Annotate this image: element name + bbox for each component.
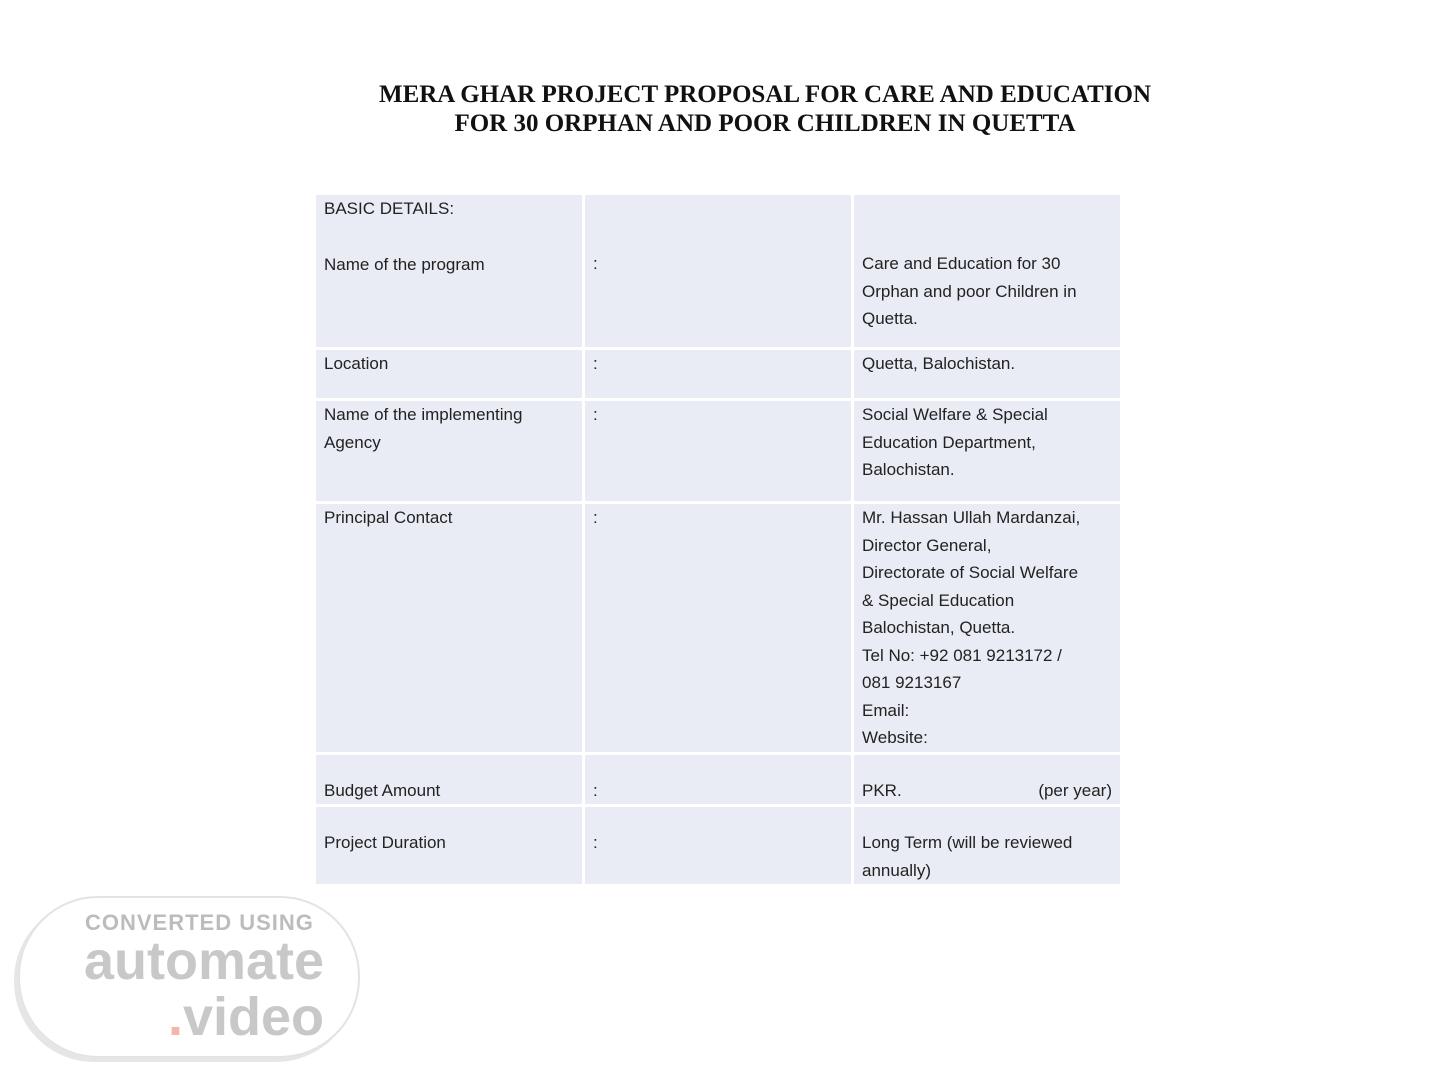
separator: : xyxy=(593,508,598,527)
watermark-word-automate: automate xyxy=(83,931,324,991)
separator-cell xyxy=(585,350,851,398)
separator-cell xyxy=(585,195,851,347)
separator: : xyxy=(593,833,598,852)
contact-value-3: Directorate of Social Welfare xyxy=(862,563,1079,582)
agency-label-1: Name of the implementing xyxy=(324,405,523,424)
value-cell xyxy=(854,755,1120,805)
basic-details-heading: BASIC DETAILS: xyxy=(324,199,455,218)
basic-details-table xyxy=(313,192,1123,887)
separator-cell xyxy=(585,755,851,805)
contact-value-4: & Special Education xyxy=(862,590,1015,610)
table-row-contact xyxy=(316,504,1120,752)
program-name-label: Name of the program xyxy=(324,254,485,274)
contact-label: Principal Contact xyxy=(324,508,453,527)
value-cell xyxy=(854,401,1120,501)
budget-value xyxy=(862,777,1112,805)
program-name-value-1: Care and Education for 30 xyxy=(862,254,1061,273)
value-cell xyxy=(854,504,1120,752)
label-cell xyxy=(316,401,582,501)
separator-cell xyxy=(585,504,851,752)
title-line-1: MERA GHAR PROJECT PROPOSAL FOR CARE AND EDUCATION xyxy=(378,81,1152,108)
duration-value-2: annually) xyxy=(862,860,931,880)
contact-value-9: Website: xyxy=(862,728,928,747)
agency-label-2: Agency xyxy=(324,432,381,452)
separator: : xyxy=(593,780,598,800)
contact-value-7: 081 9213167 xyxy=(862,673,962,692)
contact-value-5: Balochistan, Quetta. xyxy=(862,618,1016,637)
duration-label: Project Duration xyxy=(324,833,446,852)
watermark-caption: CONVERTED USING xyxy=(85,910,314,935)
value-cell xyxy=(854,807,1120,884)
program-name-value-3: Quetta. xyxy=(862,309,918,328)
table-row-duration xyxy=(316,807,1120,884)
separator: : xyxy=(593,254,598,273)
location-label: Location xyxy=(324,354,389,373)
budget-currency: PKR. xyxy=(862,780,902,800)
contact-value-2: Director General, xyxy=(862,535,992,555)
separator-cell xyxy=(585,807,851,884)
table-row-budget xyxy=(316,755,1120,805)
automate-video-watermark xyxy=(18,896,360,1058)
separator: : xyxy=(593,354,598,373)
contact-value-8: Email: xyxy=(862,700,910,720)
agency-value-1: Social Welfare & Special xyxy=(862,405,1048,424)
agency-value-3: Balochistan. xyxy=(862,460,955,479)
program-name-value-2: Orphan and poor Children in xyxy=(862,281,1077,301)
table-row-location xyxy=(316,350,1120,398)
budget-period: (per year) xyxy=(1038,780,1112,800)
title-line-2: FOR 30 ORPHAN AND POOR CHILDREN IN QUETTA xyxy=(454,110,1076,137)
contact-value-1: Mr. Hassan Ullah Mardanzai, xyxy=(862,508,1081,527)
label-cell xyxy=(316,755,582,805)
location-value: Quetta, Balochistan. xyxy=(862,354,1016,373)
label-cell xyxy=(316,195,582,347)
separator-cell xyxy=(585,401,851,501)
table-row-agency xyxy=(316,401,1120,501)
agency-value-2: Education Department, xyxy=(862,432,1036,452)
value-cell xyxy=(854,350,1120,398)
separator: : xyxy=(593,405,598,424)
document-title xyxy=(300,80,1230,138)
contact-value-6: Tel No: +92 081 9213172 / xyxy=(862,645,1062,665)
duration-value-1: Long Term (will be reviewed xyxy=(862,833,1073,852)
table-row-program xyxy=(316,195,1120,347)
watermark-word-video xyxy=(40,987,324,1047)
watermark-video-text: video xyxy=(182,987,324,1047)
label-cell xyxy=(316,807,582,884)
value-cell xyxy=(854,195,1120,347)
budget-label: Budget Amount xyxy=(324,780,441,800)
watermark-dot: . xyxy=(167,987,183,1047)
label-cell xyxy=(316,350,582,398)
label-cell xyxy=(316,504,582,752)
